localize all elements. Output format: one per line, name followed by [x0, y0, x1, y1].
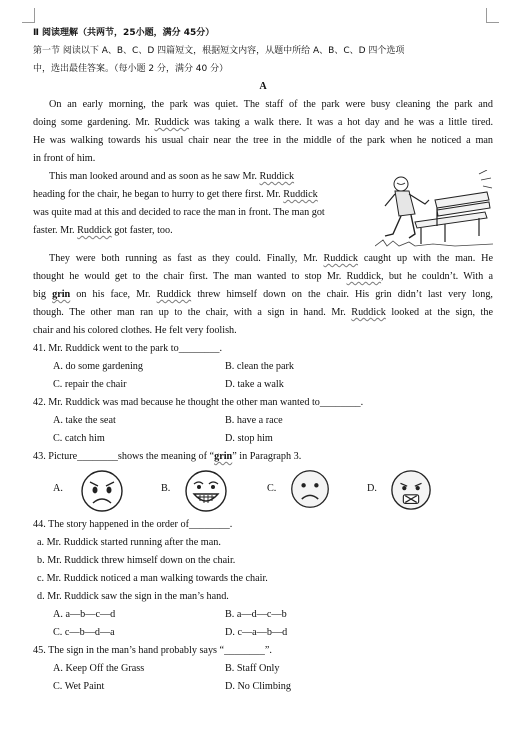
q45-options-row-2 — [33, 678, 493, 696]
name-ruddick: Ruddick — [346, 271, 382, 282]
q45-option-a: A. Keep Off the Grass — [53, 663, 145, 674]
q41-option-c: C. repair the chair — [53, 379, 127, 390]
name-ruddick: Ruddick — [323, 253, 359, 264]
q44-option-a: A. a—b—c—d — [53, 609, 116, 620]
q41-option-a: A. do some gardening — [53, 361, 143, 372]
q42-stem: 42. Mr. Ruddick was mad because he thought the other man wanted to________. — [33, 397, 364, 408]
word-grin: grin — [214, 451, 233, 462]
q45-option-d: D. No Climbing — [225, 681, 291, 692]
p1-line-2 — [33, 114, 493, 132]
q44-event-b: b. Mr. Ruddick threw himself down on the chair. — [37, 555, 236, 566]
text-run: ” in Paragraph 3. — [232, 451, 302, 462]
text-run: heading for the chair, he began to hurry to get there first. Mr. — [33, 189, 284, 200]
q42-options-row-1 — [33, 412, 493, 430]
q44-options-row-1 — [33, 606, 493, 624]
p3-line-2 — [33, 268, 493, 286]
name-ruddick: Ruddick — [156, 289, 192, 300]
q42-options-row-2 — [33, 430, 493, 448]
text-run: on his face, Mr. — [70, 289, 157, 300]
document-page — [33, 24, 493, 696]
q42-option-a: A. take the seat — [53, 415, 116, 426]
text-run: was taking a walk there. It was a hot day and he was a little tired. — [189, 117, 493, 128]
q43-stem — [33, 448, 493, 466]
name-ruddick: Ruddick — [77, 225, 112, 236]
frowning-face-icon — [289, 468, 331, 510]
crop-mark-top-right — [486, 8, 499, 23]
text-run: , but he couldn’t. With a — [381, 271, 493, 282]
q42-option-d: D. stop him — [225, 433, 273, 444]
q43-face-options — [33, 466, 493, 516]
text-run: faster. Mr. — [33, 225, 78, 236]
sad-worried-face-icon — [79, 468, 125, 514]
text-run: They were both running as fast as they could. Finally, Mr. — [49, 253, 324, 264]
p3-line-3 — [33, 286, 493, 304]
q41-option-d: D. take a walk — [225, 379, 284, 390]
name-ruddick: Ruddick — [259, 171, 295, 182]
q44-stem: 44. The story happened in the order of________. — [33, 519, 233, 530]
grinning-face-icon — [183, 468, 229, 514]
q42-option-b: B. have a race — [225, 415, 283, 426]
face-label-b: B. — [161, 483, 171, 494]
text-run: threw himself down on the chair. His grin didn’t last very long, — [191, 289, 493, 300]
q45-option-b: B. Staff Only — [225, 663, 280, 674]
p3-line-5: chair and his colored clothes. He felt very foolish. — [33, 325, 237, 336]
p1-line-3: He was walking towards his usual chair near the tree in the middle of the park when he noticed a man — [33, 135, 493, 146]
text-run: big — [33, 289, 53, 300]
text-run: caught up with the man. He — [358, 253, 493, 264]
name-ruddick: Ruddick — [154, 117, 190, 128]
q41-options-row-2 — [33, 376, 493, 394]
q42-option-c: C. catch him — [53, 433, 105, 444]
q44-event-a: a. Mr. Ruddick started running after the man. — [37, 537, 221, 548]
p1-line-4: in front of him. — [33, 153, 96, 164]
p3-line-4 — [33, 304, 493, 322]
word-grin: grin — [52, 289, 71, 300]
section-intro-line-2: 中，选出最佳答案。（每小题 2 分，满分 40 分） — [33, 64, 229, 74]
text-run: looked at the sign, the — [385, 307, 493, 318]
text-run: though. The other man ran up to the chair, with a sign in hand. Mr. — [33, 307, 352, 318]
text-run: thought he would get to the chair first. The man wanted to stop Mr. — [33, 271, 347, 282]
q45-options-row-1 — [33, 660, 493, 678]
name-ruddick: Ruddick — [351, 307, 386, 318]
passage-letter: A — [259, 81, 267, 92]
section-intro-line-1: 第一节 阅读以下 A、B、C、D 四篇短文，根据短文内容，从题中所给 A、B、C、D 四个选项 — [33, 46, 405, 56]
q44-event-c: c. Mr. Ruddick noticed a man walking towards the chair. — [37, 573, 268, 584]
q41-option-b: B. clean the park — [225, 361, 295, 372]
text-run: got faster, too. — [111, 225, 173, 236]
text-run: 43. Picture________shows the meaning of “ — [33, 451, 215, 462]
text-run: doing some gardening. Mr. — [33, 117, 155, 128]
q44-event-d: d. Mr. Ruddick saw the sign in the man’s hand. — [37, 591, 229, 602]
q44-option-d: D. c—a—b—d — [225, 627, 288, 638]
q45-option-c: C. Wet Paint — [53, 681, 105, 692]
p2-line-3: was quite mad at this and decided to race the man in front. The man got — [33, 207, 325, 218]
q44-options-row-2 — [33, 624, 493, 642]
q41-stem: 41. Mr. Ruddick went to the park to________. — [33, 343, 223, 354]
name-ruddick: Ruddick — [283, 189, 318, 200]
text-run: This man looked around and as soon as he saw Mr. — [49, 171, 260, 182]
p1-line-1: On an early morning, the park was quiet. The staff of the park were busy cleaning the park and — [49, 99, 493, 110]
face-label-d: D. — [367, 483, 377, 494]
face-label-c: C. — [267, 483, 277, 494]
p3-line-1 — [33, 250, 493, 268]
section-heading: Ⅱ 阅读理解（共两节，25小题，满分 45分） — [33, 28, 215, 38]
crop-mark-top-left — [22, 8, 35, 23]
face-label-a: A. — [53, 483, 63, 494]
q44-option-c: C. c—b—d—a — [53, 627, 115, 638]
sealed-mouth-face-icon — [389, 468, 433, 512]
q41-options-row-1 — [33, 358, 493, 376]
q45-stem: 45. The sign in the man’s hand probably says “________”. — [33, 645, 272, 656]
park-bench-illustration — [375, 170, 493, 248]
q44-option-b: B. a—d—c—b — [225, 609, 287, 620]
